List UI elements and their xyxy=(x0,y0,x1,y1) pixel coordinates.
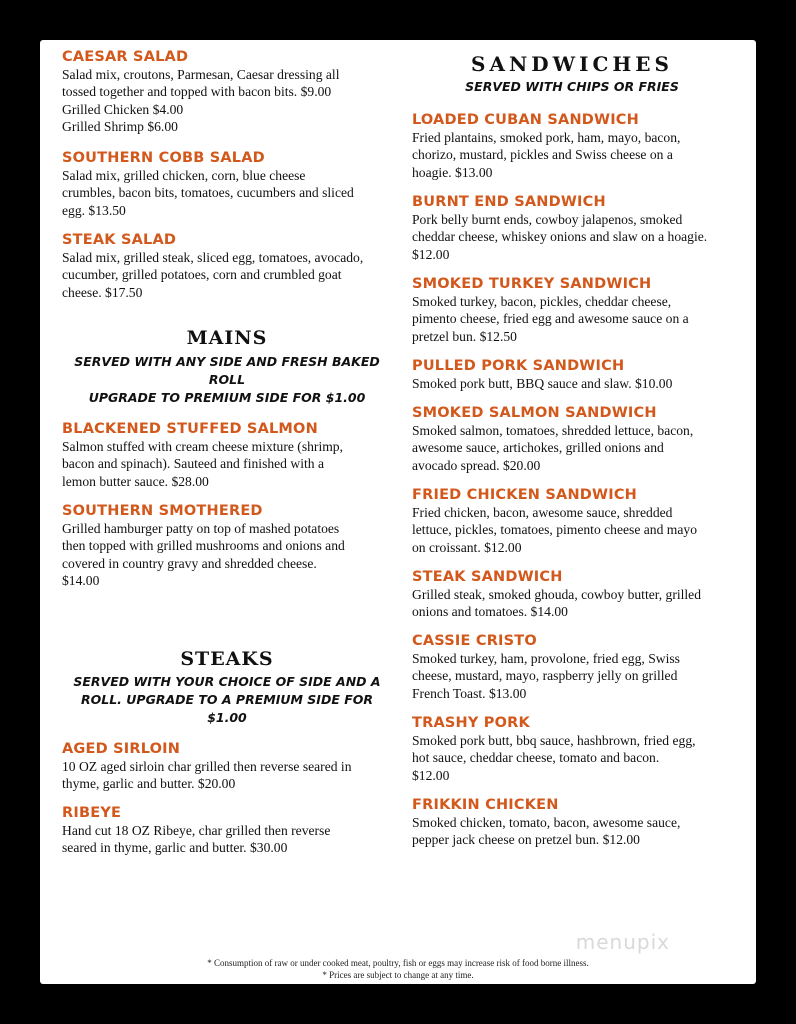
item-description: Pork belly burnt ends, cowboy jalapenos, smoked cheddar cheese, whiskey onions and slaw on a hoagie. $12.00 xyxy=(412,212,708,262)
item-name: TRASHY PORK xyxy=(412,715,530,731)
menu-item-steak-sandwich xyxy=(412,569,742,621)
item-name: LOADED CUBAN SANDWICH xyxy=(412,112,639,128)
menu-item-trashy-pork xyxy=(412,715,742,784)
item-name: BLACKENED STUFFED SALMON xyxy=(62,421,318,437)
menu-item-fried-chicken-sandwich xyxy=(412,487,742,556)
item-description: Fried chicken, bacon, awesome sauce, shredded lettuce, pickles, tomatoes, pimento cheese and mayo on croissant. $12.00 xyxy=(412,505,697,555)
item-name: SMOKED TURKEY SANDWICH xyxy=(412,276,652,292)
section-title-steaks: STEAKS xyxy=(180,648,274,670)
section-title-sandwiches: SANDWICHES xyxy=(471,52,673,76)
item-description: Smoked turkey, ham, provolone, fried egg, Swiss cheese, mustard, mayo, raspberry jelly on grilled French Toast. $13.00 xyxy=(412,651,680,701)
menu-page xyxy=(40,40,756,984)
item-description: Salad mix, grilled steak, sliced egg, tomatoes, avocado, cucumber, grilled potatoes, corn and crumbled goat cheese. $17.50 xyxy=(62,250,364,300)
section-subtitle-steaks: SERVED WITH YOUR CHOICE OF SIDE AND A ROLL. UPGRADE TO A PREMIUM SIDE FOR $1.00 xyxy=(73,674,381,725)
menu-item-blackened-stuffed-salmon xyxy=(62,421,392,490)
item-description: Smoked pork butt, bbq sauce, hashbrown, fried egg, hot sauce, cheddar cheese, tomato and bacon. $12.00 xyxy=(412,733,696,783)
item-name: PULLED PORK SANDWICH xyxy=(412,358,625,374)
section-subtitle-mains: SERVED WITH ANY SIDE AND FRESH BAKED ROLL UPGRADE TO PREMIUM SIDE FOR $1.00 xyxy=(74,354,380,405)
menu-item-ribeye xyxy=(62,805,392,857)
item-name: BURNT END SANDWICH xyxy=(412,194,606,210)
menu-item-pulled-pork-sandwich xyxy=(412,358,742,392)
item-description: Salmon stuffed with cream cheese mixture (shrimp, bacon and spinach). Sauteed and finished with a lemon butter sauce. $28.00 xyxy=(62,439,343,489)
item-description: Smoked pork butt, BBQ sauce and slaw. $10.00 xyxy=(412,376,673,391)
item-name: SOUTHERN SMOTHERED xyxy=(62,503,263,519)
item-name: CAESAR SALAD xyxy=(62,49,189,65)
item-name: SOUTHERN COBB SALAD xyxy=(62,150,265,166)
menupix-watermark: menupix xyxy=(575,930,670,954)
item-name: FRIED CHICKEN SANDWICH xyxy=(412,487,637,503)
menu-item-caesar-salad xyxy=(62,49,392,136)
item-description: Smoked chicken, tomato, bacon, awesome sauce, pepper jack cheese on pretzel bun. $12.00 xyxy=(412,815,681,848)
item-description: Smoked turkey, bacon, pickles, cheddar cheese, pimento cheese, fried egg and awesome sauce on a pretzel bun. $12.50 xyxy=(412,294,689,344)
item-description: Salad mix, croutons, Parmesan, Caesar dressing all tossed together and topped with bacon bits. $9.00 Grilled Chicken $4.00 Grilled Shrimp $6.00 xyxy=(62,67,340,135)
menu-item-steak-salad xyxy=(62,232,392,301)
item-name: STEAK SALAD xyxy=(62,232,177,248)
menu-item-smoked-salmon-sandwich xyxy=(412,405,742,474)
item-description: Grilled hamburger patty on top of mashed potatoes then topped with grilled mushrooms and onions and covered in country gravy and shredded cheese. $14.00 xyxy=(62,521,345,589)
item-name: CASSIE CRISTO xyxy=(412,633,537,649)
item-description: 10 OZ aged sirloin char grilled then reverse seared in thyme, garlic and butter. $20.00 xyxy=(62,759,352,792)
item-name: SMOKED SALMON SANDWICH xyxy=(412,405,657,421)
item-name: AGED SIRLOIN xyxy=(62,741,181,757)
item-description: Hand cut 18 OZ Ribeye, char grilled then reverse seared in thyme, garlic and butter. $30.00 xyxy=(62,823,331,856)
item-description: Smoked salmon, tomatoes, shredded lettuce, bacon, awesome sauce, artichokes, grilled onions and avocado spread. $20.00 xyxy=(412,423,694,473)
menu-item-loaded-cuban-sandwich xyxy=(412,112,742,181)
menu-item-burnt-end-sandwich xyxy=(412,194,742,263)
menu-item-cassie-cristo xyxy=(412,633,742,702)
menu-item-southern-smothered xyxy=(62,503,392,590)
menu-item-aged-sirloin xyxy=(62,741,392,793)
item-name: STEAK SANDWICH xyxy=(412,569,563,585)
item-name: RIBEYE xyxy=(62,805,122,821)
item-description: Grilled steak, smoked ghouda, cowboy butter, grilled onions and tomatoes. $14.00 xyxy=(412,587,702,620)
footer-disclaimer-raw: * Consumption of raw or under cooked meat, poultry, fish or eggs may increase risk of food borne illness. xyxy=(207,958,589,968)
item-description: Fried plantains, smoked pork, ham, mayo, bacon, chorizo, mustard, pickles and Swiss cheese on a hoagie. $13.00 xyxy=(412,130,681,180)
section-title-mains: MAINS xyxy=(186,327,268,349)
section-subtitle-sandwiches: SERVED WITH CHIPS OR FRIES xyxy=(465,79,679,94)
menu-item-frikkin-chicken xyxy=(412,797,742,849)
item-description: Salad mix, grilled chicken, corn, blue cheese crumbles, bacon bits, tomatoes, cucumbers and sliced egg. $13.50 xyxy=(62,168,354,218)
menu-item-smoked-turkey-sandwich xyxy=(412,276,742,345)
footer-disclaimer-prices: * Prices are subject to change at any time. xyxy=(322,970,474,980)
menu-item-southern-cobb-salad xyxy=(62,150,392,219)
item-name: FRIKKIN CHICKEN xyxy=(412,797,559,813)
